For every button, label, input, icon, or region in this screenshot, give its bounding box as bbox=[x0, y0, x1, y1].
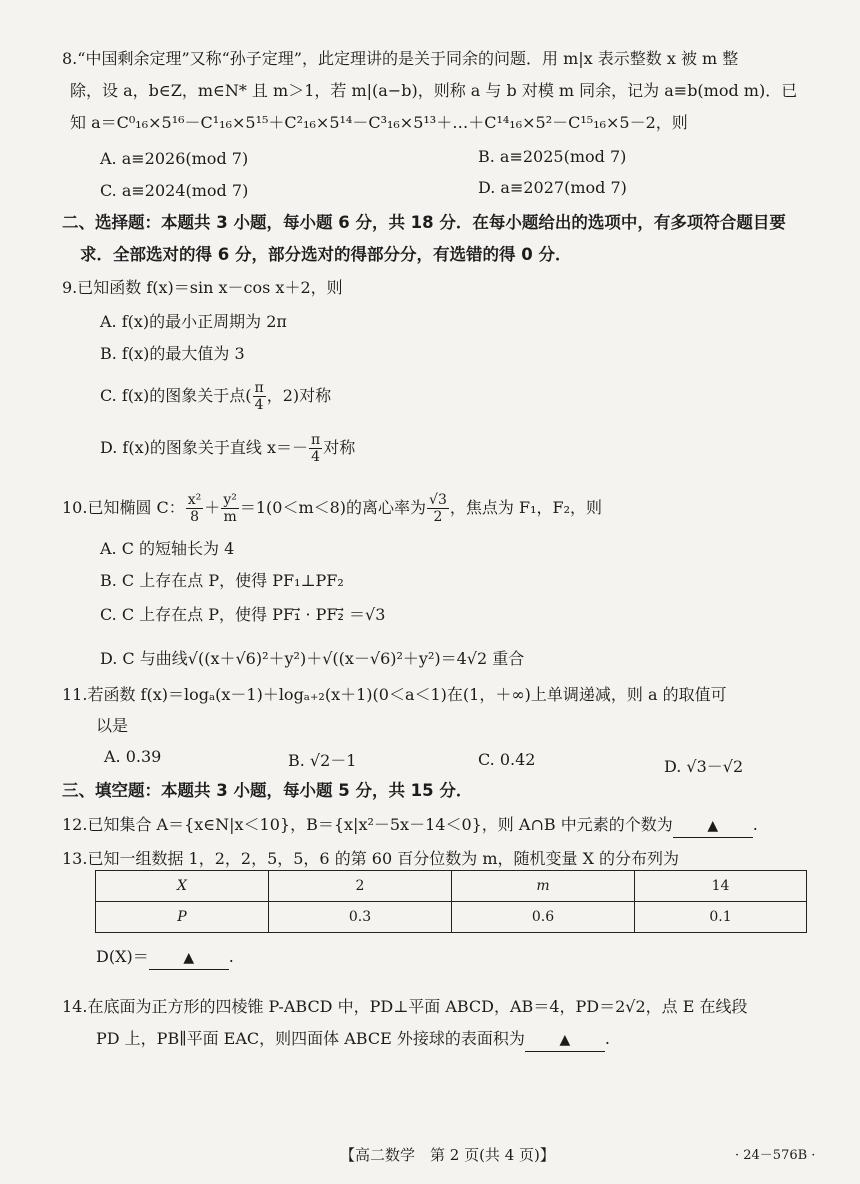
section2-line1: 二、选择题：本题共 3 小题，每小题 6 分，共 18 分．在每小题给出的选项中，有多项符合题目要 bbox=[62, 213, 786, 232]
table-row bbox=[96, 871, 807, 902]
q10-option-a: A. C 的短轴长为 4 bbox=[100, 539, 235, 558]
q11-line1: 11.若函数 f(x)＝logₐ(x－1)＋logₐ₊₂(x＋1)(0＜a＜1)在(1，＋∞)上单调递减，则 a 的取值可 bbox=[62, 685, 727, 704]
q11-option-d: D. √3－√2 bbox=[664, 757, 744, 776]
q9-option-d: D. f(x)的图象关于直线 x＝－ $\frac{\pi}{4}$ 对称 bbox=[100, 432, 356, 465]
table-cell: 14 bbox=[635, 871, 807, 902]
table-cell: X bbox=[96, 871, 269, 902]
paper-code: · 24－576B · bbox=[735, 1148, 816, 1163]
q11-option-c: C. 0.42 bbox=[478, 750, 536, 769]
distribution-table bbox=[95, 870, 807, 933]
eccentricity-fraction: $\frac{√3}{2}$ bbox=[429, 492, 447, 525]
table-cell: 2 bbox=[269, 871, 452, 902]
table-cell: P bbox=[96, 902, 269, 933]
triangle-icon: ▲ bbox=[559, 1032, 571, 1048]
q8-line1: 8.“中国剩余定理”又称“孙子定理”，此定理讲的是关于同余的问题．用 m|x 表示整数 x 被 m 整 bbox=[62, 49, 739, 68]
q8-option-a: A. a≡2026(mod 7) bbox=[100, 149, 249, 168]
section2-line2: 求．全部选对的得 6 分，部分选对的得部分分，有选错的得 0 分． bbox=[80, 245, 572, 264]
pi-over-4: $\frac{\pi}{4}$ bbox=[310, 432, 321, 465]
table-cell: 0.6 bbox=[452, 902, 635, 933]
table-cell: m bbox=[452, 871, 635, 902]
answer-blank[interactable] bbox=[149, 946, 229, 970]
q8-option-b: B. a≡2025(mod 7) bbox=[478, 147, 627, 166]
table-row bbox=[96, 902, 807, 933]
triangle-icon: ▲ bbox=[183, 950, 195, 966]
q8-option-d: D. a≡2027(mod 7) bbox=[478, 178, 627, 197]
q11-option-b: B. √2－1 bbox=[288, 751, 357, 770]
q9-option-a: A. f(x)的最小正周期为 2π bbox=[100, 312, 287, 331]
triangle-icon: ▲ bbox=[707, 818, 719, 834]
q9-option-c: C. f(x)的图象关于点( $\frac{\pi}{4}$ ，2)对称 bbox=[100, 380, 332, 413]
q13-answer: D(X)＝ ▲ . bbox=[96, 946, 234, 970]
answer-blank[interactable] bbox=[673, 814, 753, 838]
q10-option-b: B. C 上存在点 P，使得 PF₁⊥PF₂ bbox=[100, 571, 344, 590]
q11-line2: 以是 bbox=[96, 716, 129, 735]
q11-option-a: A. 0.39 bbox=[104, 747, 162, 766]
q8-line2: 除，设 a，b∈Z，m∈N* 且 m＞1，若 m|(a−b)，则称 a 与 b 对模 m 同余，记为 a≡b(mod m)．已 bbox=[70, 81, 798, 100]
q14-line2: PD 上，PB∥平面 EAC，则四面体 ABCE 外接球的表面积为 ▲ . bbox=[96, 1028, 610, 1052]
table-cell: 0.1 bbox=[635, 902, 807, 933]
table-cell: 0.3 bbox=[269, 902, 452, 933]
q10-stem: 10.已知椭圆 C： $\frac{\text{x²}}{8}$ ＋ $\frac{\text{y²}}{m}$ ＝1(0＜m＜8)的离心率为 $\frac{√3}{2}$ ，焦点为 F₁，F₂，则 bbox=[62, 492, 602, 525]
q8-option-c: C. a≡2024(mod 7) bbox=[100, 181, 249, 200]
q10-option-c: C. C 上存在点 P，使得 PF₁⃗ · PF₂⃗ ＝√3 bbox=[100, 605, 386, 624]
q8-line3: 知 a＝C⁰₁₆×5¹⁶－C¹₁₆×5¹⁵＋C²₁₆×5¹⁴－C³₁₆×5¹³＋…＋C¹⁴₁₆×5²－C¹⁵₁₆×5－2，则 bbox=[70, 113, 688, 132]
pi-over-4: $\frac{\pi}{4}$ bbox=[254, 380, 264, 413]
q14-line1: 14.在底面为正方形的四棱锥 P-ABCD 中，PD⊥平面 ABCD，AB＝4，PD＝2√2，点 E 在线段 bbox=[62, 997, 748, 1016]
page-footer: 【高二数学 第 2 页(共 4 页)】 bbox=[340, 1146, 555, 1164]
q12: 12.已知集合 A＝{x∈N|x＜10}，B＝{x|x²－5x－14＜0}，则 A∩B 中元素的个数为 ▲ . bbox=[62, 814, 758, 838]
section3-title: 三、填空题：本题共 3 小题，每小题 5 分，共 15 分． bbox=[62, 781, 473, 800]
y-squared-over-m: $\frac{\text{y²}}{m}$ bbox=[223, 492, 237, 525]
q13-stem: 13.已知一组数据 1，2，2，5，5，6 的第 60 百分位数为 m，随机变量 X 的分布列为 bbox=[62, 849, 680, 868]
q10-option-d: D. C 与曲线√((x＋√6)²＋y²)＋√((x－√6)²＋y²)＝4√2 重合 bbox=[100, 649, 525, 668]
x-squared-over-8: $\frac{\text{x²}}{8}$ bbox=[187, 492, 202, 525]
answer-blank[interactable] bbox=[525, 1028, 605, 1052]
q9-option-b: B. f(x)的最大值为 3 bbox=[100, 344, 245, 363]
q9-stem: 9.已知函数 f(x)＝sin x－cos x＋2，则 bbox=[62, 278, 343, 297]
